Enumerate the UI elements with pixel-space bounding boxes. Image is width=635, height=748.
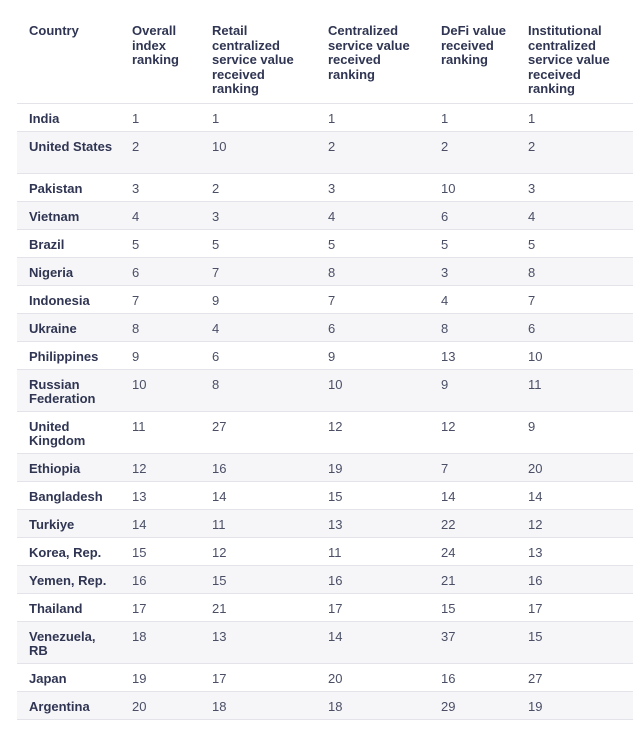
overall-ranking-cell: 10 — [120, 369, 200, 411]
header-institutional-ranking: Institutional centralized service value received ranking — [516, 14, 633, 103]
defi-ranking-cell: 4 — [429, 285, 516, 313]
overall-ranking-cell: 2 — [120, 131, 200, 173]
retail-ranking-cell: 5 — [200, 229, 316, 257]
table-row — [17, 313, 633, 341]
retail-ranking-cell: 3 — [200, 201, 316, 229]
overall-ranking-cell: 13 — [120, 481, 200, 509]
table-row — [17, 593, 633, 621]
retail-ranking-cell: 12 — [200, 537, 316, 565]
defi-ranking-cell: 5 — [429, 229, 516, 257]
overall-ranking-cell: 3 — [120, 173, 200, 201]
overall-ranking-cell: 9 — [120, 341, 200, 369]
table-row — [17, 341, 633, 369]
defi-ranking-cell: 6 — [429, 201, 516, 229]
centralized-ranking-cell: 19 — [316, 453, 429, 481]
institutional-ranking-cell: 10 — [516, 341, 633, 369]
defi-ranking-cell: 24 — [429, 537, 516, 565]
retail-ranking-cell: 18 — [200, 691, 316, 719]
retail-ranking-cell: 14 — [200, 481, 316, 509]
overall-ranking-cell: 12 — [120, 453, 200, 481]
institutional-ranking-cell: 15 — [516, 621, 633, 663]
defi-ranking-cell: 3 — [429, 257, 516, 285]
defi-ranking-cell: 37 — [429, 621, 516, 663]
institutional-ranking-cell: 1 — [516, 103, 633, 131]
defi-ranking-cell: 29 — [429, 691, 516, 719]
overall-ranking-cell: 4 — [120, 201, 200, 229]
institutional-ranking-cell: 4 — [516, 201, 633, 229]
centralized-ranking-cell: 18 — [316, 691, 429, 719]
retail-ranking-cell: 6 — [200, 341, 316, 369]
retail-ranking-cell: 9 — [200, 285, 316, 313]
table-header-row — [17, 14, 633, 103]
centralized-ranking-cell: 7 — [316, 285, 429, 313]
table-row — [17, 663, 633, 691]
table-row — [17, 369, 633, 411]
header-overall-ranking: Overall index ranking — [120, 14, 200, 103]
retail-ranking-cell: 10 — [200, 131, 316, 173]
centralized-ranking-cell: 5 — [316, 229, 429, 257]
header-centralized-ranking: Centralized service value received ranking — [316, 14, 429, 103]
overall-ranking-cell: 14 — [120, 509, 200, 537]
retail-ranking-cell: 1 — [200, 103, 316, 131]
country-cell: Thailand — [17, 593, 120, 621]
country-cell: Japan — [17, 663, 120, 691]
centralized-ranking-cell: 14 — [316, 621, 429, 663]
retail-ranking-cell: 17 — [200, 663, 316, 691]
overall-ranking-cell: 11 — [120, 411, 200, 453]
retail-ranking-cell: 2 — [200, 173, 316, 201]
table-row — [17, 257, 633, 285]
defi-ranking-cell: 15 — [429, 593, 516, 621]
institutional-ranking-cell: 2 — [516, 131, 633, 173]
country-cell: Turkiye — [17, 509, 120, 537]
institutional-ranking-cell: 12 — [516, 509, 633, 537]
country-cell: United States — [17, 131, 120, 173]
table-row — [17, 481, 633, 509]
centralized-ranking-cell: 4 — [316, 201, 429, 229]
country-cell: United Kingdom — [17, 411, 120, 453]
institutional-ranking-cell: 3 — [516, 173, 633, 201]
country-cell: Ethiopia — [17, 453, 120, 481]
country-cell: Russian Federation — [17, 369, 120, 411]
country-cell: Nigeria — [17, 257, 120, 285]
centralized-ranking-cell: 16 — [316, 565, 429, 593]
ranking-table-container — [17, 14, 633, 720]
centralized-ranking-cell: 12 — [316, 411, 429, 453]
centralized-ranking-cell: 3 — [316, 173, 429, 201]
overall-ranking-cell: 18 — [120, 621, 200, 663]
country-cell: Philippines — [17, 341, 120, 369]
defi-ranking-cell: 1 — [429, 103, 516, 131]
country-cell: Bangladesh — [17, 481, 120, 509]
centralized-ranking-cell: 13 — [316, 509, 429, 537]
ranking-table — [17, 14, 633, 720]
overall-ranking-cell: 8 — [120, 313, 200, 341]
retail-ranking-cell: 13 — [200, 621, 316, 663]
overall-ranking-cell: 19 — [120, 663, 200, 691]
centralized-ranking-cell: 15 — [316, 481, 429, 509]
institutional-ranking-cell: 13 — [516, 537, 633, 565]
table-row — [17, 285, 633, 313]
centralized-ranking-cell: 17 — [316, 593, 429, 621]
centralized-ranking-cell: 10 — [316, 369, 429, 411]
country-cell: Brazil — [17, 229, 120, 257]
institutional-ranking-cell: 5 — [516, 229, 633, 257]
table-body — [17, 103, 633, 719]
overall-ranking-cell: 1 — [120, 103, 200, 131]
header-country: Country — [17, 14, 120, 103]
defi-ranking-cell: 2 — [429, 131, 516, 173]
overall-ranking-cell: 17 — [120, 593, 200, 621]
country-cell: Korea, Rep. — [17, 537, 120, 565]
table-row — [17, 453, 633, 481]
overall-ranking-cell: 6 — [120, 257, 200, 285]
institutional-ranking-cell: 7 — [516, 285, 633, 313]
institutional-ranking-cell: 14 — [516, 481, 633, 509]
institutional-ranking-cell: 17 — [516, 593, 633, 621]
defi-ranking-cell: 10 — [429, 173, 516, 201]
retail-ranking-cell: 4 — [200, 313, 316, 341]
defi-ranking-cell: 12 — [429, 411, 516, 453]
centralized-ranking-cell: 20 — [316, 663, 429, 691]
defi-ranking-cell: 8 — [429, 313, 516, 341]
overall-ranking-cell: 20 — [120, 691, 200, 719]
institutional-ranking-cell: 16 — [516, 565, 633, 593]
country-cell: Indonesia — [17, 285, 120, 313]
retail-ranking-cell: 27 — [200, 411, 316, 453]
defi-ranking-cell: 7 — [429, 453, 516, 481]
defi-ranking-cell: 16 — [429, 663, 516, 691]
defi-ranking-cell: 13 — [429, 341, 516, 369]
retail-ranking-cell: 11 — [200, 509, 316, 537]
institutional-ranking-cell: 27 — [516, 663, 633, 691]
country-cell: Pakistan — [17, 173, 120, 201]
institutional-ranking-cell: 20 — [516, 453, 633, 481]
country-cell: Argentina — [17, 691, 120, 719]
table-row — [17, 565, 633, 593]
overall-ranking-cell: 16 — [120, 565, 200, 593]
country-cell: India — [17, 103, 120, 131]
centralized-ranking-cell: 11 — [316, 537, 429, 565]
table-row — [17, 621, 633, 663]
centralized-ranking-cell: 9 — [316, 341, 429, 369]
centralized-ranking-cell: 6 — [316, 313, 429, 341]
country-cell: Ukraine — [17, 313, 120, 341]
table-row — [17, 131, 633, 173]
table-row — [17, 201, 633, 229]
table-row — [17, 103, 633, 131]
institutional-ranking-cell: 19 — [516, 691, 633, 719]
retail-ranking-cell: 21 — [200, 593, 316, 621]
header-defi-ranking: DeFi value received ranking — [429, 14, 516, 103]
country-cell: Vietnam — [17, 201, 120, 229]
table-row — [17, 509, 633, 537]
table-row — [17, 173, 633, 201]
table-row — [17, 411, 633, 453]
defi-ranking-cell: 22 — [429, 509, 516, 537]
retail-ranking-cell: 7 — [200, 257, 316, 285]
country-cell: Yemen, Rep. — [17, 565, 120, 593]
overall-ranking-cell: 7 — [120, 285, 200, 313]
defi-ranking-cell: 14 — [429, 481, 516, 509]
overall-ranking-cell: 5 — [120, 229, 200, 257]
centralized-ranking-cell: 8 — [316, 257, 429, 285]
retail-ranking-cell: 8 — [200, 369, 316, 411]
header-retail-ranking: Retail centralized service value received ranking — [200, 14, 316, 103]
overall-ranking-cell: 15 — [120, 537, 200, 565]
institutional-ranking-cell: 9 — [516, 411, 633, 453]
centralized-ranking-cell: 2 — [316, 131, 429, 173]
defi-ranking-cell: 21 — [429, 565, 516, 593]
table-row — [17, 537, 633, 565]
table-row — [17, 691, 633, 719]
institutional-ranking-cell: 6 — [516, 313, 633, 341]
table-row — [17, 229, 633, 257]
defi-ranking-cell: 9 — [429, 369, 516, 411]
centralized-ranking-cell: 1 — [316, 103, 429, 131]
institutional-ranking-cell: 11 — [516, 369, 633, 411]
retail-ranking-cell: 15 — [200, 565, 316, 593]
retail-ranking-cell: 16 — [200, 453, 316, 481]
country-cell: Venezuela, RB — [17, 621, 120, 663]
institutional-ranking-cell: 8 — [516, 257, 633, 285]
